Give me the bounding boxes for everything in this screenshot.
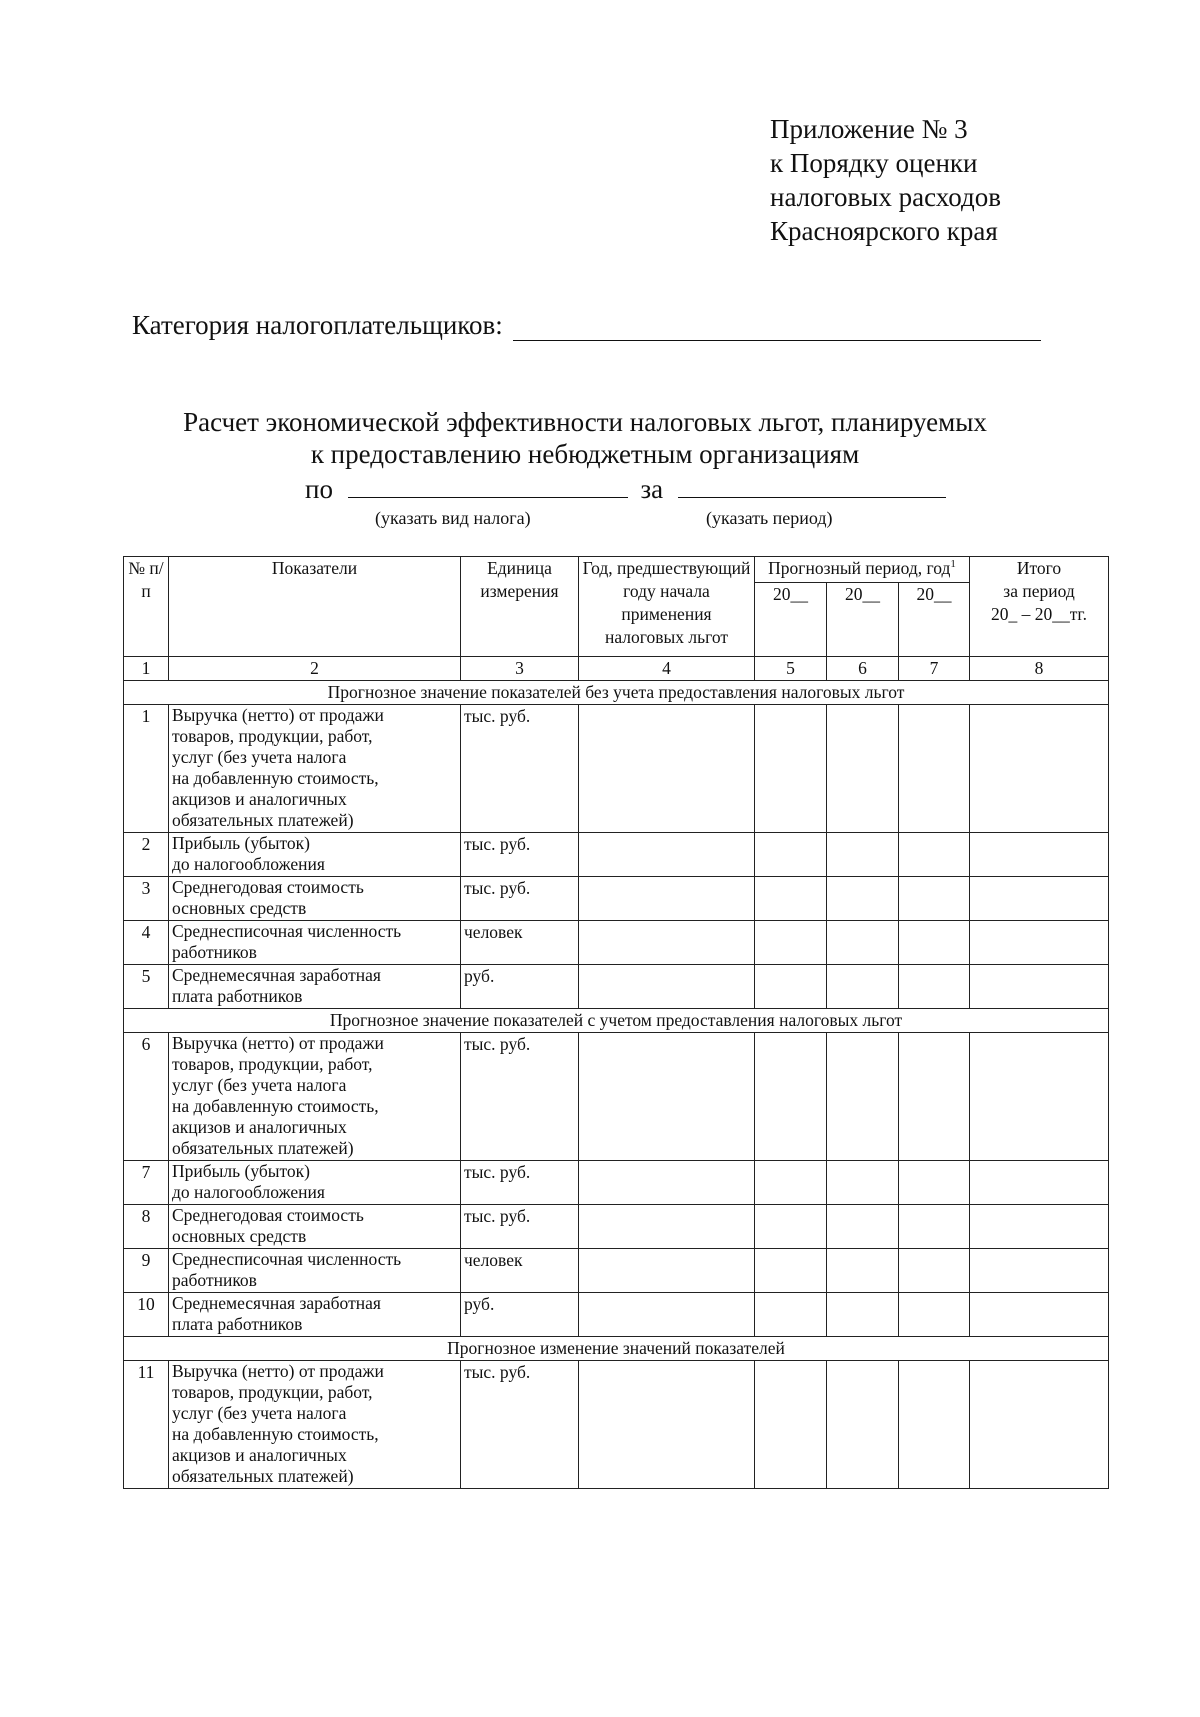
row-number: 2 — [124, 833, 169, 877]
row-number: 3 — [124, 877, 169, 921]
indicator-line: Среднегодовая стоимость — [172, 877, 364, 897]
year-2-value-cell[interactable] — [827, 833, 899, 877]
indicator-line: до налогообложения — [172, 854, 325, 874]
period-input-line[interactable] — [678, 475, 946, 498]
header-unit: Единица измерения — [461, 557, 579, 657]
appendix-line: Красноярского края — [770, 216, 998, 246]
indicator-line: услуг (без учета налога — [172, 1403, 347, 1423]
prev-year-value-cell[interactable] — [579, 1361, 755, 1489]
title-line: к предоставлению небюджетным организациям — [310, 439, 860, 469]
table-body — [124, 557, 1109, 1489]
year-1-value-cell[interactable] — [755, 877, 827, 921]
header-total-line: Итого — [1016, 558, 1062, 578]
indicator-line: акцизов и аналогичных — [172, 1117, 347, 1137]
prev-year-value-cell[interactable] — [579, 1249, 755, 1293]
prev-year-value-cell[interactable] — [579, 1033, 755, 1161]
za-label: за — [640, 474, 664, 504]
appendix-line: налоговых расходов — [770, 182, 1001, 212]
total-value-cell[interactable] — [970, 1161, 1109, 1205]
column-number: 8 — [970, 657, 1109, 681]
table-row — [124, 1249, 1109, 1293]
tax-period-line — [305, 474, 946, 505]
indicator-line: на добавленную стоимость, — [172, 1096, 379, 1116]
total-value-cell[interactable] — [970, 1249, 1109, 1293]
header-num: № п/п — [124, 557, 169, 657]
prev-year-value-cell[interactable] — [579, 1161, 755, 1205]
header-total-line: за период — [1003, 581, 1075, 601]
table-row — [124, 965, 1109, 1009]
indicator-line: Среднесписочная численность — [172, 1249, 402, 1269]
column-numbers-row — [124, 657, 1109, 681]
prev-year-value-cell[interactable] — [579, 833, 755, 877]
category-input-line[interactable] — [513, 316, 1041, 341]
total-value-cell[interactable] — [970, 877, 1109, 921]
year-2-value-cell[interactable] — [827, 1205, 899, 1249]
document-title — [130, 406, 1040, 470]
indicator-line: Выручка (нетто) от продажи — [172, 1361, 384, 1381]
footnote-mark: 1 — [950, 558, 956, 571]
indicator-cell — [169, 877, 461, 921]
tax-type-hint: (указать вид налога) — [375, 508, 531, 528]
indicator-line: работников — [172, 942, 257, 962]
indicator-line: на добавленную стоимость, — [172, 768, 379, 788]
header-prev-year: Год, предшествующий году начала применения налоговых льгот — [579, 557, 755, 657]
period-hint: (указать период) — [706, 508, 833, 528]
year-3-value-cell[interactable] — [899, 1033, 970, 1161]
header-row — [124, 557, 1109, 583]
year-1-value-cell[interactable] — [755, 965, 827, 1009]
year-1-value-cell[interactable] — [755, 1361, 827, 1489]
indicator-line: до налогообложения — [172, 1182, 325, 1202]
indicator-cell — [169, 921, 461, 965]
indicator-line: Среднесписочная численность — [172, 921, 402, 941]
unit-cell: руб. — [461, 965, 579, 1009]
table-row — [124, 705, 1109, 833]
year-1-value-cell[interactable] — [755, 921, 827, 965]
year-2-value-cell[interactable] — [827, 1249, 899, 1293]
table-row — [124, 877, 1109, 921]
unit-cell: тыс. руб. — [461, 1205, 579, 1249]
taxpayer-category — [132, 310, 1041, 341]
row-number: 8 — [124, 1205, 169, 1249]
year-2-value-cell[interactable] — [827, 1361, 899, 1489]
total-value-cell[interactable] — [970, 921, 1109, 965]
indicator-line: Прибыль (убыток) — [172, 833, 311, 853]
indicator-line: обязательных платежей) — [172, 1138, 354, 1158]
prev-year-value-cell[interactable] — [579, 965, 755, 1009]
indicator-line: обязательных платежей) — [172, 1466, 354, 1486]
year-3-value-cell[interactable] — [899, 921, 970, 965]
total-value-cell[interactable] — [970, 1033, 1109, 1161]
section-row — [124, 1009, 1109, 1033]
indicator-line: акцизов и аналогичных — [172, 1445, 347, 1465]
year-3-value-cell[interactable] — [899, 877, 970, 921]
header-forecast — [755, 557, 970, 583]
table-row — [124, 921, 1109, 965]
indicator-cell — [169, 1249, 461, 1293]
unit-cell: тыс. руб. — [461, 833, 579, 877]
unit-cell: тыс. руб. — [461, 705, 579, 833]
section-title: Прогнозное значение показателей без учета предоставления налоговых льгот — [124, 681, 1109, 705]
indicator-cell — [169, 1293, 461, 1337]
column-number: 5 — [755, 657, 827, 681]
total-value-cell[interactable] — [970, 965, 1109, 1009]
year-3-value-cell[interactable] — [899, 833, 970, 877]
indicator-line: основных средств — [172, 1226, 307, 1246]
unit-cell: руб. — [461, 1293, 579, 1337]
column-number: 4 — [579, 657, 755, 681]
title-line: Расчет экономической эффективности налоговых льгот, планируемых — [183, 407, 987, 437]
indicator-line: услуг (без учета налога — [172, 1075, 347, 1095]
table-row — [124, 1161, 1109, 1205]
indicator-line: основных средств — [172, 898, 307, 918]
row-number: 6 — [124, 1033, 169, 1161]
total-value-cell[interactable] — [970, 1361, 1109, 1489]
category-label: Категория налогоплательщиков: — [132, 310, 503, 340]
indicator-line: на добавленную стоимость, — [172, 1424, 379, 1444]
year-1-value-cell[interactable] — [755, 1293, 827, 1337]
header-forecast-text: Прогнозный период, год — [768, 558, 951, 578]
indicator-cell — [169, 705, 461, 833]
header-total — [970, 557, 1109, 657]
indicator-line: товаров, продукции, работ, — [172, 1382, 373, 1402]
indicator-line: товаров, продукции, работ, — [172, 1054, 373, 1074]
indicator-line: плата работников — [172, 1314, 303, 1334]
indicator-line: Среднемесячная заработная — [172, 965, 381, 985]
year-1-value-cell[interactable] — [755, 705, 827, 833]
year-1-value-cell[interactable] — [755, 1161, 827, 1205]
prev-year-value-cell[interactable] — [579, 1205, 755, 1249]
column-number: 3 — [461, 657, 579, 681]
unit-cell: человек — [461, 1249, 579, 1293]
header-year: 20__ — [899, 583, 970, 657]
prev-year-value-cell[interactable] — [579, 705, 755, 833]
year-3-value-cell[interactable] — [899, 1249, 970, 1293]
indicator-line: Выручка (нетто) от продажи — [172, 1033, 384, 1053]
indicator-line: акцизов и аналогичных — [172, 789, 347, 809]
indicator-cell — [169, 833, 461, 877]
row-number: 5 — [124, 965, 169, 1009]
appendix-line: Приложение № 3 — [770, 114, 968, 144]
indicator-line: Среднегодовая стоимость — [172, 1205, 364, 1225]
indicator-line: Среднемесячная заработная — [172, 1293, 381, 1313]
section-title: Прогнозное изменение значений показателей — [124, 1337, 1109, 1361]
prev-year-value-cell[interactable] — [579, 1293, 755, 1337]
indicator-cell — [169, 1033, 461, 1161]
year-2-value-cell[interactable] — [827, 921, 899, 965]
row-number: 7 — [124, 1161, 169, 1205]
unit-cell: тыс. руб. — [461, 1361, 579, 1489]
tax-type-input-line[interactable] — [348, 475, 628, 498]
prev-year-value-cell[interactable] — [579, 921, 755, 965]
header-total-line: 20_ – 20__тг. — [991, 604, 1088, 624]
year-3-value-cell[interactable] — [899, 1361, 970, 1489]
year-1-value-cell[interactable] — [755, 1249, 827, 1293]
column-number: 6 — [827, 657, 899, 681]
indicator-line: плата работников — [172, 986, 303, 1006]
table-row — [124, 1361, 1109, 1489]
section-title: Прогнозное значение показателей с учетом предоставления налоговых льгот — [124, 1009, 1109, 1033]
total-value-cell[interactable] — [970, 1205, 1109, 1249]
year-2-value-cell[interactable] — [827, 1161, 899, 1205]
indicator-line: Выручка (нетто) от продажи — [172, 705, 384, 725]
header-indicators: Показатели — [169, 557, 461, 657]
year-2-value-cell[interactable] — [827, 877, 899, 921]
row-number: 1 — [124, 705, 169, 833]
header-year: 20__ — [755, 583, 827, 657]
year-1-value-cell[interactable] — [755, 833, 827, 877]
year-2-value-cell[interactable] — [827, 965, 899, 1009]
total-value-cell[interactable] — [970, 705, 1109, 833]
unit-cell: человек — [461, 921, 579, 965]
column-number: 2 — [169, 657, 461, 681]
row-number: 4 — [124, 921, 169, 965]
year-2-value-cell[interactable] — [827, 1033, 899, 1161]
unit-cell: тыс. руб. — [461, 1033, 579, 1161]
year-3-value-cell[interactable] — [899, 1205, 970, 1249]
indicator-cell — [169, 1361, 461, 1489]
year-2-value-cell[interactable] — [827, 1293, 899, 1337]
table-row — [124, 1205, 1109, 1249]
total-value-cell[interactable] — [970, 1293, 1109, 1337]
appendix-header — [770, 112, 1001, 248]
column-number: 7 — [899, 657, 970, 681]
year-3-value-cell[interactable] — [899, 705, 970, 833]
indicator-cell — [169, 1161, 461, 1205]
year-3-value-cell[interactable] — [899, 1293, 970, 1337]
year-3-value-cell[interactable] — [899, 965, 970, 1009]
section-row — [124, 681, 1109, 705]
indicator-line: услуг (без учета налога — [172, 747, 347, 767]
year-2-value-cell[interactable] — [827, 705, 899, 833]
indicators-table — [123, 556, 1109, 1489]
row-number: 10 — [124, 1293, 169, 1337]
unit-cell: тыс. руб. — [461, 1161, 579, 1205]
po-label: по — [305, 474, 333, 504]
indicator-line: товаров, продукции, работ, — [172, 726, 373, 746]
indicator-line: обязательных платежей) — [172, 810, 354, 830]
section-row — [124, 1337, 1109, 1361]
row-number: 11 — [124, 1361, 169, 1489]
header-year: 20__ — [827, 583, 899, 657]
table-row — [124, 1033, 1109, 1161]
indicator-line: Прибыль (убыток) — [172, 1161, 311, 1181]
appendix-line: к Порядку оценки — [770, 148, 978, 178]
year-1-value-cell[interactable] — [755, 1033, 827, 1161]
prev-year-value-cell[interactable] — [579, 877, 755, 921]
table-row — [124, 833, 1109, 877]
indicator-line: работников — [172, 1270, 257, 1290]
indicator-cell — [169, 965, 461, 1009]
unit-cell: тыс. руб. — [461, 877, 579, 921]
column-number: 1 — [124, 657, 169, 681]
table-row — [124, 1293, 1109, 1337]
year-1-value-cell[interactable] — [755, 1205, 827, 1249]
year-3-value-cell[interactable] — [899, 1161, 970, 1205]
row-number: 9 — [124, 1249, 169, 1293]
total-value-cell[interactable] — [970, 833, 1109, 877]
indicator-cell — [169, 1205, 461, 1249]
